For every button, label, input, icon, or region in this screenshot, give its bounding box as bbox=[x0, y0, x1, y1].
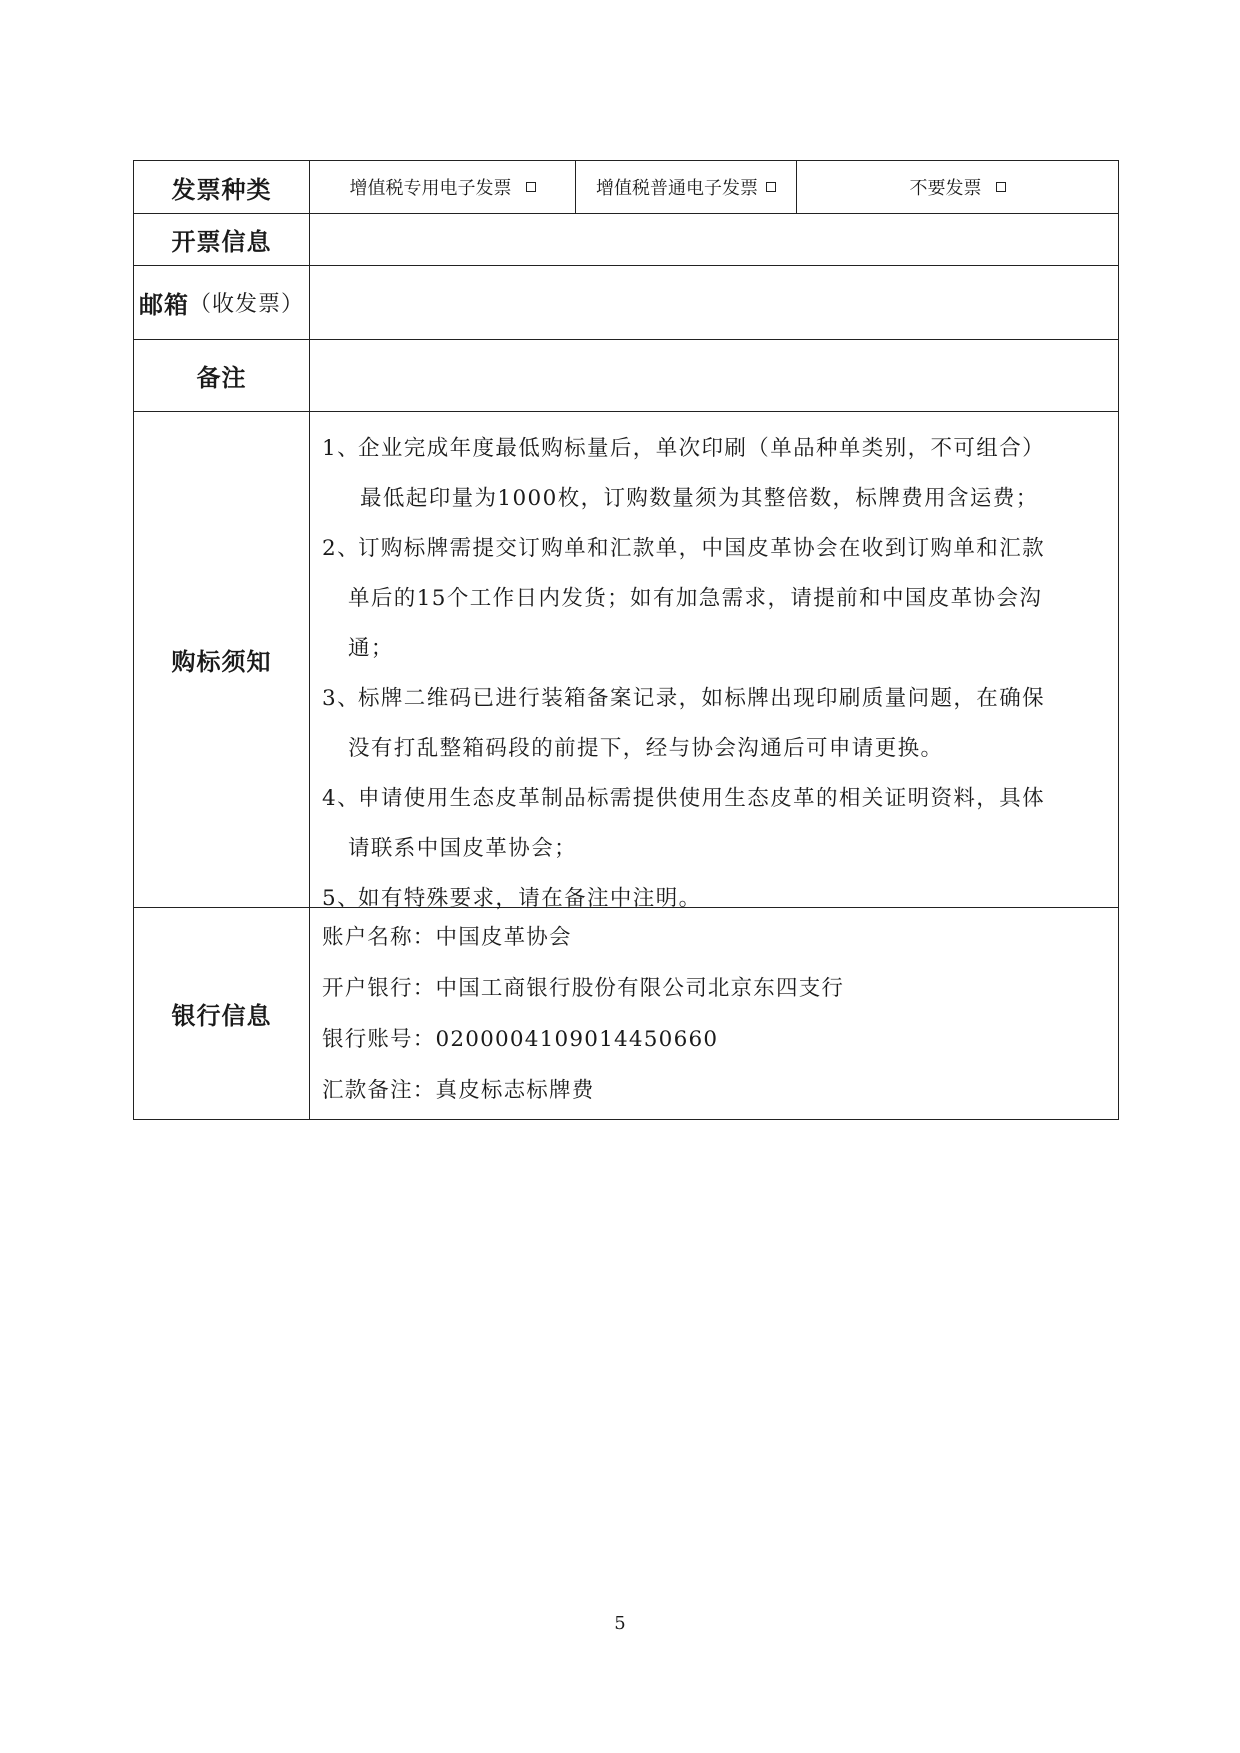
notice-item bbox=[322, 774, 1106, 874]
notice-item bbox=[322, 424, 1106, 524]
billing-info-row bbox=[133, 214, 1119, 266]
option-no-invoice[interactable] bbox=[797, 161, 1118, 213]
notice-item-text: 订购标牌需提交订购单和汇款单，中国皮革协会在收到订购单和汇款 bbox=[358, 536, 1046, 561]
remarks-field[interactable] bbox=[310, 340, 1118, 411]
option-label: 增值税普通电子发票 bbox=[596, 178, 758, 199]
notice-item-continuation: 请联系中国皮革协会； bbox=[348, 836, 578, 861]
notice-item-number: 3、 bbox=[322, 686, 360, 711]
option-label: 增值税专用电子发票 bbox=[349, 178, 512, 199]
notice-item-continuation: 没有打乱整箱码段的前提下，经与协会沟通后可申请更换。 bbox=[348, 736, 944, 761]
checkbox-icon[interactable] bbox=[766, 182, 776, 192]
remarks-label: 备注 bbox=[134, 340, 310, 411]
email-label bbox=[134, 266, 310, 339]
purchase-notice-label: 购标须知 bbox=[134, 412, 310, 907]
invoice-type-row bbox=[133, 160, 1119, 214]
bank-info-details bbox=[310, 908, 1118, 1119]
billing-info-label: 开票信息 bbox=[134, 214, 310, 265]
notice-item bbox=[322, 674, 1106, 774]
bank-branch: 开户银行：中国工商银行股份有限公司北京东四支行 bbox=[322, 976, 845, 1001]
notice-item-continuation: 单后的15个工作日内发货；如有加急需求，请提前和中国皮革协会沟 bbox=[348, 586, 1043, 611]
purchase-notice-row bbox=[133, 412, 1119, 911]
notice-item bbox=[322, 524, 1106, 674]
notice-item-number: 4、 bbox=[322, 786, 360, 811]
remittance-note: 汇款备注：真皮标志标牌费 bbox=[322, 1078, 595, 1103]
bank-account-name: 账户名称：中国皮革协会 bbox=[322, 925, 572, 950]
notice-item-continuation: 通； bbox=[348, 636, 394, 661]
email-label-main: 邮箱 bbox=[138, 291, 189, 319]
notice-item-number: 5、 bbox=[322, 886, 360, 911]
checkbox-icon[interactable] bbox=[996, 182, 1006, 192]
checkbox-icon[interactable] bbox=[526, 182, 536, 192]
notice-item-text: 如有特殊要求，请在备注中注明。 bbox=[358, 886, 702, 911]
notice-item-text: 企业完成年度最低购标量后，单次印刷（单品种单类别，不可组合） bbox=[358, 436, 1046, 461]
option-label: 不要发票 bbox=[909, 178, 982, 199]
bank-account-number: 银行账号：0200004109014450660 bbox=[322, 1027, 719, 1052]
notice-item-number: 1、 bbox=[322, 436, 360, 461]
notice-item-text: 申请使用生态皮革制品标需提供使用生态皮革的相关证明资料，具体 bbox=[358, 786, 1046, 811]
email-row bbox=[133, 266, 1119, 340]
page-number: 5 bbox=[614, 1613, 626, 1634]
invoice-type-options bbox=[310, 161, 1118, 213]
option-vat-general-e-invoice[interactable] bbox=[576, 161, 797, 213]
billing-info-field[interactable] bbox=[310, 214, 1118, 265]
notice-item-number: 2、 bbox=[322, 536, 360, 561]
invoice-type-label: 发票种类 bbox=[134, 161, 310, 213]
option-vat-special-e-invoice[interactable] bbox=[310, 161, 576, 213]
email-field[interactable] bbox=[310, 266, 1118, 339]
email-label-sub: （收发票） bbox=[188, 292, 304, 317]
remarks-row bbox=[133, 340, 1119, 412]
bank-info-row bbox=[133, 908, 1119, 1120]
purchase-notice-list bbox=[310, 412, 1118, 911]
order-form-table bbox=[133, 160, 1119, 1120]
notice-item-text: 标牌二维码已进行装箱备案记录，如标牌出现印刷质量问题，在确保 bbox=[358, 686, 1046, 711]
bank-info-label: 银行信息 bbox=[134, 908, 310, 1119]
notice-item-continuation: 最低起印量为1000枚，订购数量须为其整倍数，标牌费用含运费； bbox=[360, 486, 1039, 511]
